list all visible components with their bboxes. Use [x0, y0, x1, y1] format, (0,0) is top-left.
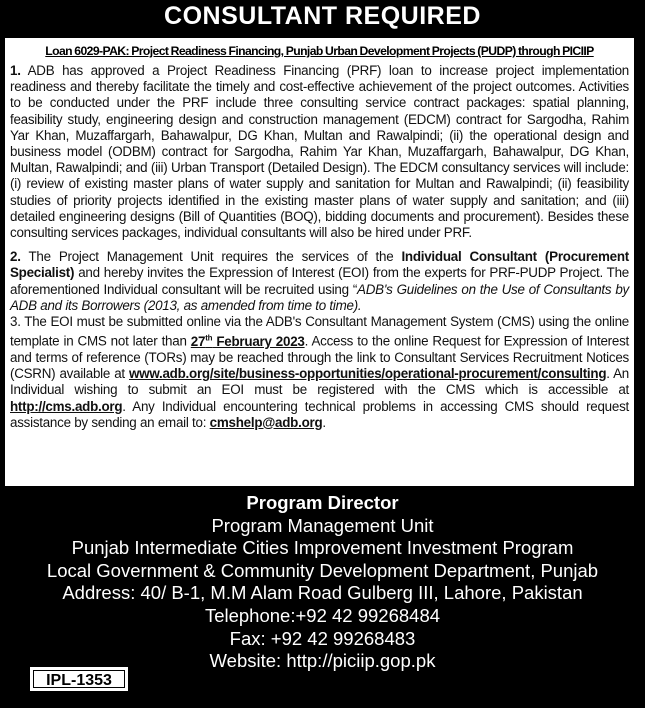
para-text: The EOI must be submitted online via the ADB's Consultant Management System (CMS) using the online template in CMS not later than: [10, 314, 629, 349]
position-title: Individual Consultant (Procurement Specialist): [10, 249, 629, 281]
para-text: . An Individual wishing to submit an EOI must be registered with the CMS which is accessible at: [10, 366, 629, 398]
contact-unit: Program Management Unit: [211, 514, 434, 536]
contact-department: Local Government & Community Development Department, Punjab: [46, 559, 599, 581]
loan-subtitle: Loan 6029-PAK: Project Readiness Financing, Punjab Urban Development Projects (PUDP) through PICIIP: [45, 44, 594, 58]
para-text: . Any Individual encountering technical problems in accessing CMS should request assistance by sending an email to:: [10, 398, 629, 430]
contact-website[interactable]: Website: http://piciip.gop.pk: [209, 650, 436, 672]
para-number: 2.: [10, 249, 21, 265]
guidelines-reference: ADB's Guidelines on the Use of Consultants by ADB and its Borrowers (2013, as amended from time to time).: [10, 281, 629, 313]
para-number: 3.: [10, 314, 21, 330]
contact-address: Address: 40/ B-1, M.M Alam Road Gulberg III, Lahore, Pakistan: [62, 582, 583, 604]
contact-block: [0, 492, 645, 673]
reference-code: IPL-1353: [30, 667, 128, 691]
paragraph-1: [10, 63, 629, 241]
deadline-suffix: th: [205, 333, 213, 343]
para-text: .: [322, 414, 326, 430]
deadline: [191, 334, 305, 349]
deadline-day: 27: [190, 333, 206, 349]
support-email-link[interactable]: cmshelp@adb.org: [209, 414, 323, 430]
paragraph-3: [10, 314, 629, 431]
cms-link[interactable]: http://cms.adb.org: [10, 398, 123, 414]
ad-body: [3, 36, 636, 488]
para-text: and hereby invites the Expression of Interest (EOI) from the experts for PRF-PUDP Project. The aforementioned Individual consultant will be recruited using “: [10, 265, 629, 297]
deadline-month-year: February 2023: [212, 333, 305, 349]
adb-consulting-link[interactable]: www.adb.org/site/business-opportunities/operational-procurement/consulting: [129, 366, 607, 382]
paragraph-2: [10, 249, 629, 314]
ad-title: CONSULTANT REQUIRED: [164, 2, 481, 30]
para-text: The Project Management Unit requires the services of the: [20, 249, 402, 265]
para-number: 1.: [10, 63, 21, 78]
contact-telephone: Telephone:+92 42 99268484: [204, 604, 441, 626]
para-text: ADB has approved a Project Readiness Financing (PRF) loan to increase project implementation readiness and thereby facilitate the timely and cost-effective achievement of the project outcomes. Activities to be conducted under the PRF include three consulting service contract packages: spatial planning, feasibility study, engineering design and construction management (EDCM) contract for Sargodha, Rahim Yar Khan, Muzaffargarh, Bahawalpur, DG Khan, Multan and Rawalpindi; (ii) the operational design and business model (ODBM) contract for Sargodha, Rahim Yar Khan, Muzaffargarh, Bahawalpur, DG Khan, Multan, Rawalpindi; and (iii) Urban Transport (Detailed Design). The EDCM consultancy services will include: (i) review of existing master plans of water supply and sanitation for Multan and Rawalpindi; (ii) feasibility studies of priority projects identified in the existing master plans of water supply and sanitation; and (iii) detailed engineering designs (Bill of Quantities (BOQ), bidding documents and procurement). Besides these consulting services packages, individual consultants will also be hired under PRF.: [10, 63, 629, 241]
contact-fax: Fax: +92 42 99268483: [229, 627, 416, 649]
para-text: . Access to the online Request for Expression of Interest and terms of reference (TORs) may be reached through the link to Consultant Services Recruitment Notices (CSRN) available at: [10, 333, 629, 382]
contact-program: Punjab Intermediate Cities Improvement Investment Program: [71, 537, 574, 559]
contact-title: Program Director: [246, 492, 399, 513]
